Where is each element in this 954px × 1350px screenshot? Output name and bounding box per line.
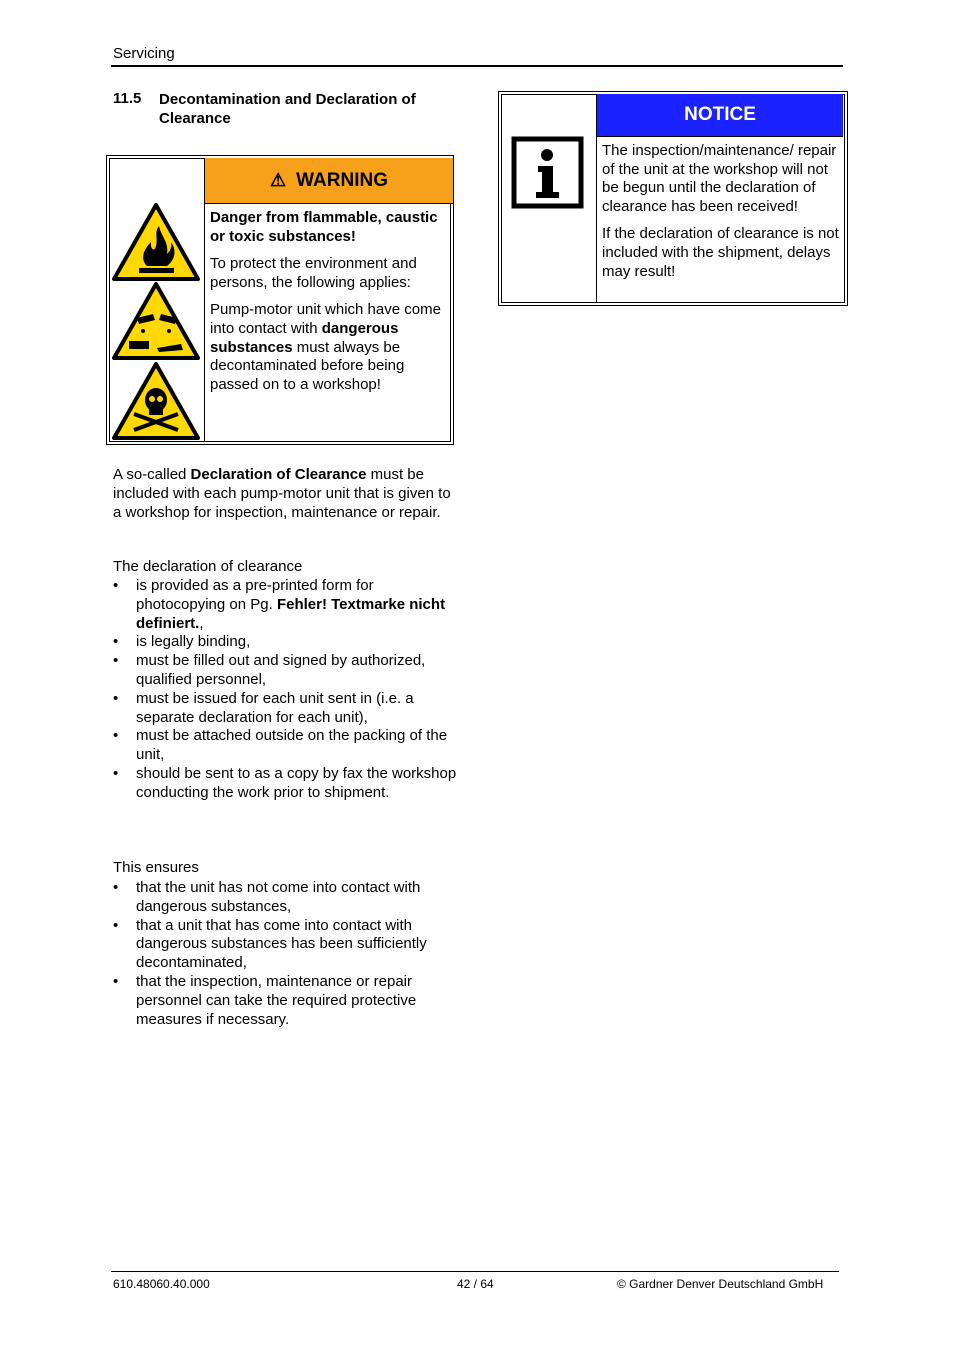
flammable-hazard-icon <box>114 205 198 279</box>
info-icon <box>501 94 596 303</box>
list-item: • must be attached outside on the packing of the unit, <box>113 727 458 765</box>
notice-body <box>602 142 842 290</box>
section-title: Decontamination and Declaration of Clearance <box>159 91 416 127</box>
warning-icons-column <box>109 158 205 442</box>
notice-icon-column <box>501 94 597 303</box>
footer-copyright: © Gardner Denver Deutschland GmbH <box>617 1277 824 1291</box>
warning-heading: WARNING <box>296 169 388 191</box>
header-rule <box>111 65 843 67</box>
ensures-list <box>113 879 458 1029</box>
list-item: • that a unit that has come into contact with dangerous substances has been sufficiently decontaminated, <box>113 917 458 973</box>
toxic-hazard-icon <box>114 364 198 438</box>
footer-rule <box>111 1271 839 1272</box>
list-item: • that the inspection, maintenance or repair personnel can take the required protective measures if necessary. <box>113 973 458 1029</box>
list-item: • is legally binding, <box>113 633 458 652</box>
intro-paragraph: A so-called Declaration of Clearance must be included with each pump-motor unit that is given to a workshop for inspection, maintenance or repair. <box>113 466 451 521</box>
warning-text-1: To protect the environment and persons, the following applies: <box>210 255 417 291</box>
warning-triangle-icon: ⚠ <box>270 170 287 190</box>
warning-text-2: Pump-motor unit which have come into contact with dangerous substances must always be decontaminated before being passed on to a workshop! <box>210 301 441 393</box>
declaration-lead: The declaration of clearance <box>113 558 303 575</box>
notice-text-1: The inspection/maintenance/ repair of the unit at the workshop will not be begun until the declaration of clearance has been received! <box>602 142 837 215</box>
list-item: • must be filled out and signed by authorized, qualified personnel, <box>113 652 458 690</box>
footer-page-number: 42 / 64 <box>457 1277 494 1291</box>
warning-body <box>210 209 446 403</box>
footer-doc-number: 610.48060.40.000 <box>113 1277 210 1291</box>
corrosive-hazard-icon <box>114 284 198 358</box>
broken-reference: Fehler! Textmarke nicht definiert. <box>136 595 446 632</box>
section-number: 11.5 <box>113 90 142 107</box>
list-item: • should be sent to as a copy by fax the workshop conducting the work prior to shipment. <box>113 765 458 803</box>
list-item: • is provided as a pre-printed form for photocopying on Pg. Fehler! Textmarke nicht definiert., <box>113 577 458 633</box>
ensures-lead: This ensures <box>113 859 199 876</box>
list-item: • must be issued for each unit sent in (i.e. a separate declaration for each unit), <box>113 690 458 728</box>
declaration-list <box>113 577 458 803</box>
list-item: • that the unit has not come into contact with dangerous substances, <box>113 879 458 917</box>
warning-icons-svg <box>109 158 204 442</box>
notice-text-2: If the declaration of clearance is not included with the shipment, delays may result! <box>602 225 839 280</box>
notice-heading: NOTICE <box>684 104 756 125</box>
notice-header <box>597 94 843 137</box>
running-header: Servicing <box>113 45 175 62</box>
warning-header <box>205 158 453 204</box>
warning-title: Danger from flammable, caustic or toxic substances! <box>210 209 438 245</box>
